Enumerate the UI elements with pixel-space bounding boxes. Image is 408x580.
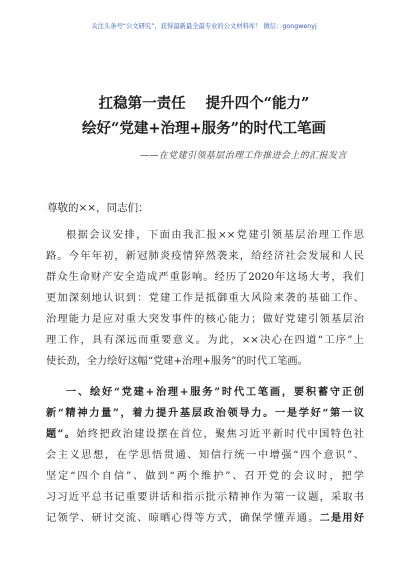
paragraph-1-line: 使长劲，全力绘好这幅“党建+治理+服务”的时代工笔画。: [46, 356, 308, 367]
title-line-2: 绘好“党建+治理+服务”的时代工笔画: [82, 120, 326, 137]
paragraph-2-line: [46, 509, 364, 524]
title-line-1: [0, 92, 408, 113]
paragraph-2-line: [46, 425, 364, 440]
title-part-1: 扛稳第一责任: [98, 95, 186, 112]
section-heading-line: 新“精神力量”，着力提升基层政治领导力。一是学好“第一议: [46, 407, 364, 419]
paragraph-1-line: 群众生命财产安全造成严重影响。经历了2020年这场大考，我们: [46, 272, 364, 283]
text-run: 始终把政治建设摆在首位，聚焦习近平新时代中国特色社: [76, 429, 364, 440]
paragraph-1-line: 治理能力是应对重大突发事件的核心能力；做好党建引领基层治: [46, 314, 364, 325]
paragraph-1-line: 理工作，具有深远而重要意义。为此，××决心在四道“工序”上: [46, 335, 364, 346]
section-heading-line: 一、绘好“党建+治理+服务”时代工笔画，要积蓄守正创: [66, 386, 364, 398]
paragraph-1-line: 根据会议安排，下面由我汇报××党建引领基层治理工作思: [66, 230, 364, 241]
title-part-2: 提升四个“能力”: [205, 95, 310, 112]
bold-run: 二是用好: [319, 512, 364, 524]
subtitle: ——在党建引领基层治理工作推进会上的汇报发言: [140, 151, 347, 161]
paragraph-1-line: 更加深刻地认识到：党建工作是抵御重大风险来袭的基础工作、: [46, 293, 364, 304]
text-run: 记领学、研讨交流、晾晒心得等方式，确保学懂弄通。: [46, 513, 320, 524]
bold-run: 题”。: [46, 428, 77, 440]
salutation: 尊敬的××，同志们：: [47, 202, 149, 214]
paragraph-2-line: 习习近平总书记重要讲话和指示批示精神作为第一议题，采取书: [46, 492, 364, 503]
header-banner: 关注头条号“公文研究”，获得最新最全最专业的公文材料库！ 微信：gongwenyj: [91, 23, 317, 30]
paragraph-1-line: 路。今年年初，新冠肺炎疫情猝然袭来，给经济社会发展和人民: [46, 251, 364, 262]
paragraph-2-line: 坚定“四个自信”、做到“两个维护”、召开党的会议时，把学: [46, 471, 364, 482]
paragraph-2-line: 会主义思想，在学思悟贯通、知信行统一中增强“四个意识”、: [46, 450, 364, 461]
